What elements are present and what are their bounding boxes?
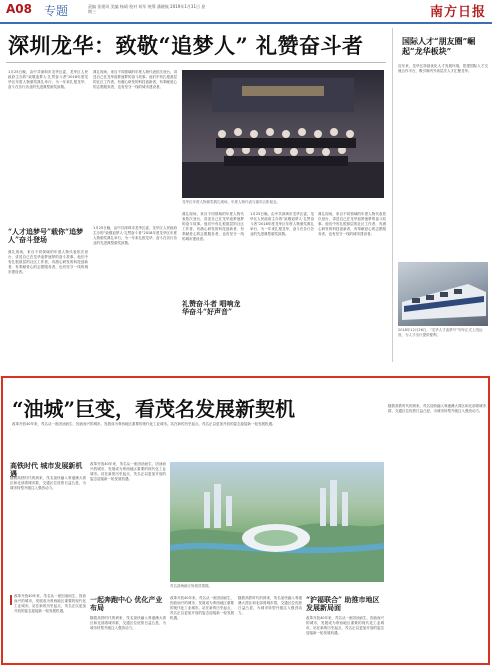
story2-body-col5: 改革开放40年来，茂名从一座因油而生、因油而兴的城市，发展成为粤西地区重要的现代化工业城市。站在新的历史起点，茂名正以更加开放的姿态迎接新一轮发展机遇。 (170, 596, 234, 620)
story2-subhead-1: 高铁时代 城市发展新机遇 (10, 461, 83, 478)
train-caption: 2018年12月26日，“龙华人才追梦号”列车正式上线运营，为人才出行提供便利。 (398, 328, 483, 337)
story1-body-col: 典礼现场，来自不同领域的年度人物代表依次登台，讲述自己在龙华追梦逐梦的奋斗故事。他们中有扎根基层的社区工作者，有潜心研发的科技创新者，有奉献爱心的志愿服务者，也有坚守一线的城市建设者。 (93, 70, 177, 89)
page-header (0, 0, 492, 24)
ceremony-photo (182, 70, 384, 198)
story2-subhead-3: “沪福联合” 助推市地区发展新局面 (306, 595, 380, 612)
city-caption: 茂名滨海新区规划效果图。 (170, 584, 212, 588)
train-photo (398, 262, 488, 326)
story2-body-col4: 随着高铁时代的到来，茂名加快融入粤港澳大湾区和北部湾城市群，交通区位优势日益凸显，为城市转型升级注入强劲动力。 (90, 616, 166, 630)
story1-subhead-2: 礼赞奋斗者 唱响龙华奋斗“好声音” (182, 299, 241, 316)
story2-lead: 改革开放40年来，茂名从一座因油而生、因油而兴的城市，发展成为粤西地区重要的现代化工业城市。站在新的历史起点，茂名正以更加开放的姿态迎接新一轮发展机遇。 (12, 422, 276, 426)
story1-body-col5: 1月25日晚，由中共深圳市龙华区委、龙华区人民政府主办的“致敬追梦人·礼赞奋斗者”2018年度龙华区年度人物颁奖典礼举行，为一年来扎根龙华、奋斗在各行各业的先进典型颁奖致敬。 (250, 212, 314, 236)
story2-subhead-2: 一起奔跑中心 优化产业布局 (90, 595, 163, 612)
story2-body-col2: 改革开放40年来，茂名从一座因油而生、因油而兴的城市，发展成为粤西地区重要的现代化工业城市。站在新的历史起点，茂名正以更加开放的姿态迎接新一轮发展机遇。 (90, 462, 166, 481)
story2-body-right: 随着高铁时代的到来，茂名加快融入粤港澳大湾区和北部湾城市群，交通区位优势日益凸显，为城市转型升级注入强劲动力。 (388, 404, 486, 413)
story2-body-col1: 随着高铁时代的到来，茂名加快融入粤港澳大湾区和北部湾城市群，交通区位优势日益凸显，为城市转型升级注入强劲动力。 (10, 476, 86, 490)
section-label: 专题 (44, 4, 69, 18)
story1-body-col4: 典礼现场，来自不同领域的年度人物代表依次登台，讲述自己在龙华追梦逐梦的奋斗故事。他们中有扎根基层的社区工作者，有潜心研发的科技创新者，有奉献爱心的志愿服务者，也有坚守一线的城市建设者。 (182, 212, 244, 241)
story1-lead: 1月25日晚，由中共深圳市龙华区委、龙华区人民政府主办的“致敬追梦人·礼赞奋斗者”2018年度龙华区年度人物颁奖典礼举行，为一年来扎根龙华、奋斗在各行各业的先进典型颁奖致敬。 (8, 70, 88, 89)
sidebar-body: 近年来，龙华区持续优化人才发展环境，搭建国际人才交流合作平台，吸引海内外高层次人才汇聚龙华。 (398, 64, 488, 73)
city-rendering (170, 462, 384, 582)
story2-headline: “油城”巨变，看茂名发展新契机 (12, 397, 296, 421)
story1-body-col3: 1月25日晚，由中共深圳市龙华区委、龙华区人民政府主办的“致敬追梦人·礼赞奋斗者”2018年度龙华区年度人物颁奖典礼举行，为一年来扎根龙华、奋斗在各行各业的先进典型颁奖致敬。 (93, 226, 177, 245)
editor-credits: 责编 张建风 美编 杨靖 校对 何军 统筹 潘晓航 2019年1月31日 星期三 (88, 4, 206, 14)
story1-body-col2: 典礼现场，来自不同领域的年度人物代表依次登台，讲述自己在龙华追梦逐梦的奋斗故事。他们中有扎根基层的社区工作者，有潜心研发的科技创新者，有奉献爱心的志愿服务者，也有坚守一线的城市建设者。 (8, 250, 88, 274)
masthead: 南方日报 (430, 5, 487, 20)
page-number: A08 (6, 2, 32, 16)
story1-body-col6: 典礼现场，来自不同领域的年度人物代表依次登台，讲述自己在龙华追梦逐梦的奋斗故事。他们中有扎根基层的社区工作者，有潜心研发的科技创新者，有奉献爱心的志愿服务者，也有坚守一线的城市建设者。 (318, 212, 386, 236)
sidebar-headline: 国际人才“朋友圈”崛起“龙华板块” (402, 36, 476, 56)
subhead-marker (10, 595, 12, 605)
story1-headline: 深圳龙华：致敬“追梦人” 礼赞奋斗者 (8, 33, 364, 58)
story1-subhead-1: “人才追梦号”载你“追梦人”奋斗登场 (8, 227, 84, 244)
story2-body-col6: 随着高铁时代的到来，茂名加快融入粤港澳大湾区和北部湾城市群，交通区位优势日益凸显，为城市转型升级注入强劲动力。 (238, 596, 302, 615)
story2-body-col3: 改革开放40年来，茂名从一座因油而生、因油而兴的城市，发展成为粤西地区重要的现代化工业城市。站在新的历史起点，茂名正以更加开放的姿态迎接新一轮发展机遇。 (14, 594, 86, 613)
story2-body-col7: 改革开放40年来，茂名从一座因油而生、因油而兴的城市，发展成为粤西地区重要的现代化工业城市。站在新的历史起点，茂名正以更加开放的姿态迎接新一轮发展机遇。 (306, 616, 384, 635)
ceremony-caption: 龙华区年度人物颁奖典礼现场，年度人物代表与嘉宾合影留念。 (182, 200, 280, 204)
